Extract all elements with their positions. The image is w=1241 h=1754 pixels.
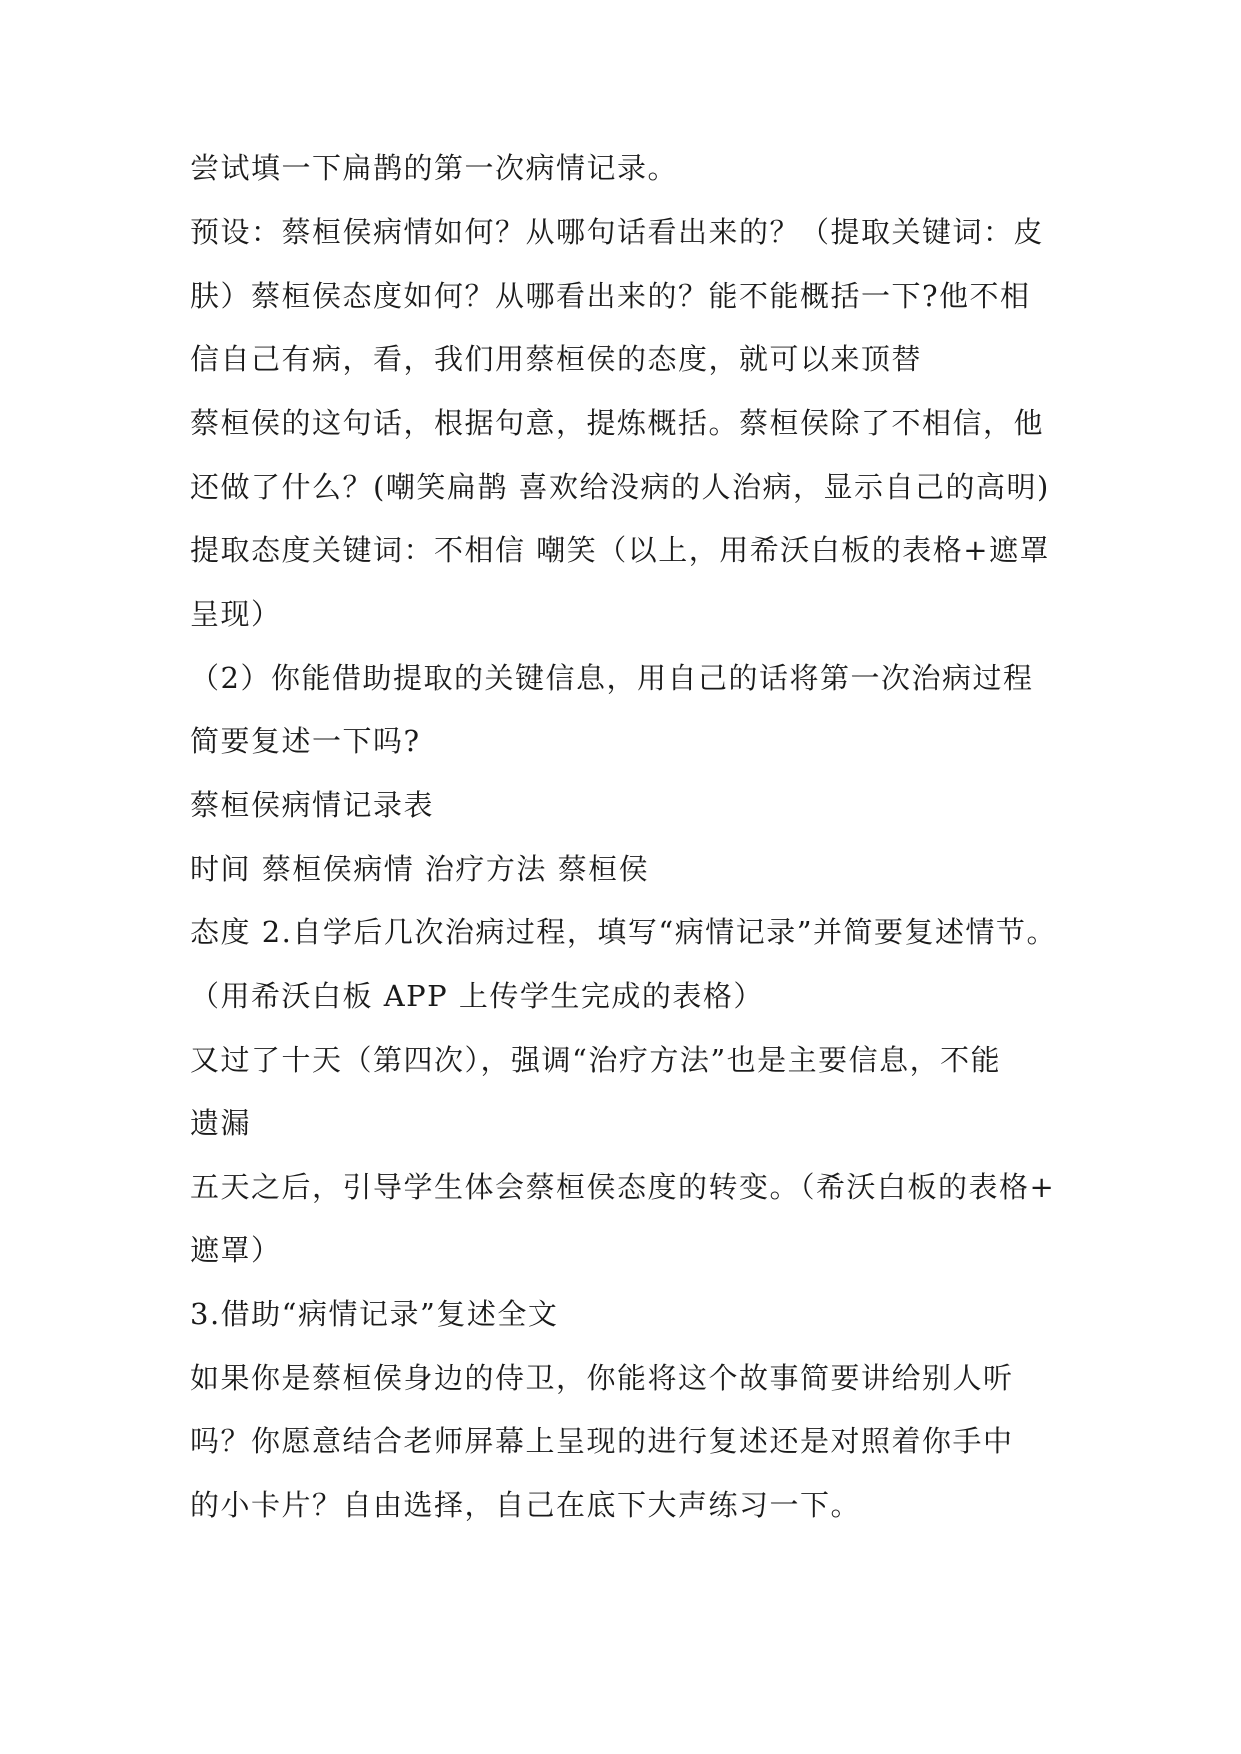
- text-line: 的小卡片？自由选择，自己在底下大声练习一下。: [190, 1488, 862, 1522]
- text-line: （用希沃白板 APP 上传学生完成的表格）: [190, 979, 764, 1013]
- text-line: 蔡桓侯病情记录表: [190, 788, 435, 822]
- text-line: 又过了十天（第四次），强调“治疗方法”也是主要信息，不能: [190, 1043, 1002, 1077]
- text-line: 遮罩）: [190, 1233, 282, 1267]
- text-line: 时间 蔡桓侯病情 治疗方法 蔡桓侯: [190, 852, 650, 886]
- text-line: 提取态度关键词：不相信 嘲笑（以上，用希沃白板的表格+遮罩: [190, 533, 1051, 567]
- text-line: 吗？你愿意结合老师屏幕上呈现的进行复述还是对照着你手中: [190, 1424, 1014, 1458]
- text-line: 还做了什么？(嘲笑扁鹊 喜欢给没病的人治病，显示自己的高明): [190, 470, 1050, 504]
- text-line: （2）你能借助提取的关键信息，用自己的话将第一次治病过程: [190, 661, 1034, 695]
- text-line: 信自己有病，看，我们用蔡桓侯的态度，就可以来顶替: [190, 342, 923, 376]
- text-line: 态度 2.自学后几次治病过程，填写“病情记录”并简要复述情节。: [190, 915, 1058, 949]
- text-line: 呈现）: [190, 597, 282, 631]
- text-line: 尝试填一下扁鹊的第一次病情记录。: [190, 151, 679, 185]
- text-line: 预设：蔡桓侯病情如何？从哪句话看出来的？（提取关键词：皮: [190, 215, 1045, 249]
- text-line: 蔡桓侯的这句话，根据句意，提炼概括。蔡桓侯除了不相信，他: [190, 406, 1045, 440]
- text-line: 简要复述一下吗?: [190, 724, 421, 758]
- text-line: 如果你是蔡桓侯身边的侍卫，你能将这个故事简要讲给别人听: [190, 1361, 1014, 1395]
- text-line: 遗漏: [190, 1106, 252, 1140]
- text-line: 肤）蔡桓侯态度如何？从哪看出来的？能不能概括一下?他不相: [190, 279, 1031, 313]
- text-line: 五天之后，引导学生体会蔡桓侯态度的转变。（希沃白板的表格+: [190, 1170, 1056, 1204]
- text-line: 3.借助“病情记录”复述全文: [190, 1297, 559, 1331]
